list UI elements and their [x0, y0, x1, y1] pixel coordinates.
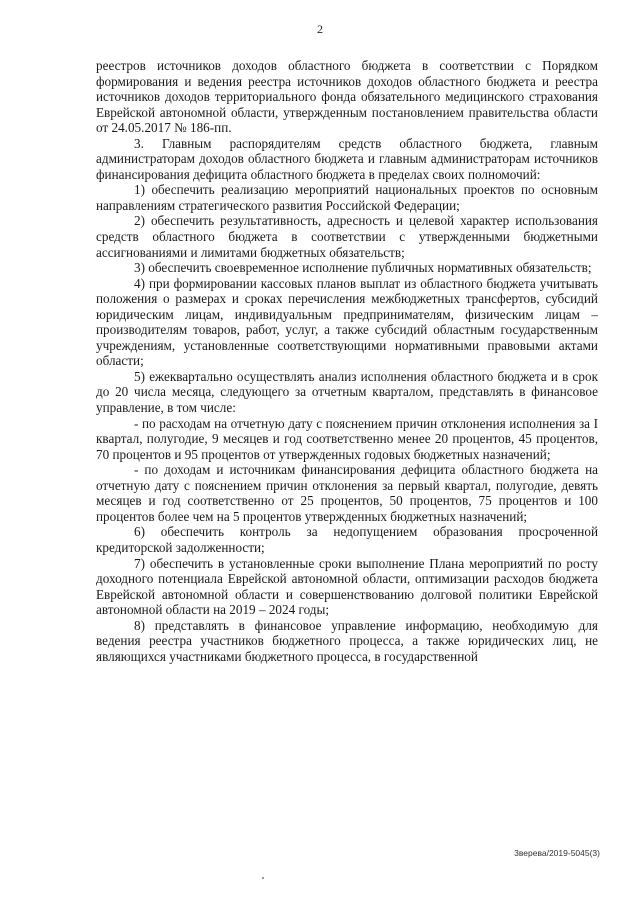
paragraph-subitem-5: 5) ежеквартально осуществлять анализ исполнения областного бюджета и в срок до 20 числа месяца, следующего за отчетным кварталом, представлять в финансовое управление, в том числе: [96, 368, 598, 416]
paragraph-item-3: 3. Главным распорядителям средств областного бюджета, главным администраторам доходов областного бюджета и главным администраторам источников финансирования дефицита областного бюджета в пределах своих полномочий: [96, 135, 598, 182]
document-body [96, 58, 598, 664]
paragraph-dash-revenues: - по доходам и источникам финансирования дефицита областного бюджета на отчетную дату с пояснением причин отклонения за первый квартал, полугодие, девять месяцев и год соответственно от 25 процентов, 50 процентов, 75 процентов и 100 процентов более чем на 5 процентов утвержденных бюджетных назначений; [96, 462, 598, 524]
paragraph-registry-continuation: реестров источников доходов областного бюджета в соответствии с Порядком формирования и ведения реестра источников доходов областного бюджета и реестра источников доходов территориального фонда обязательного медицинского страхования Еврейской автономной области, утвержденным постановлением правительства области от 24.05.2017 № 186-пп. [96, 58, 598, 136]
paragraph-subitem-2: 2) обеспечить результативность, адресность и целевой характер использования средств областного бюджета в соответствии с утвержденными бюджетными ассигнованиями и лимитами бюджетных обязательств; [96, 213, 598, 260]
paragraph-subitem-8: 8) представлять в финансовое управление информацию, необходимую для ведения реестра участников бюджетного процесса, а также юридических лиц, не являющихся участниками бюджетного процесса, в государственной [96, 617, 598, 664]
paragraph-subitem-6: 6) обеспечить контроль за недопущением образования просроченной кредиторской задолженности; [96, 524, 598, 555]
page-number: 2 [317, 22, 323, 36]
paragraph-subitem-1: 1) обеспечить реализацию мероприятий национальных проектов по основным направлениям стратегического развития Российской Федерации; [96, 182, 598, 213]
scan-speck [262, 877, 264, 879]
paragraph-subitem-3: 3) обеспечить своевременное исполнение публичных нормативных обязательств; [134, 260, 592, 276]
paragraph-subitem-7: 7) обеспечить в установленные сроки выполнение Плана мероприятий по росту доходного потенциала Еврейской автономной области, оптимизации расходов бюджета Еврейской автономной области и совершенствованию долговой политики Еврейской автономной области на 2019 – 2024 годы; [96, 555, 598, 618]
paragraph-subitem-4: 4) при формировании кассовых планов выплат из областного бюджета учитывать положения о размерах и сроках перечисления межбюджетных трансфертов, субсидий юридическим лицам, индивидуальным предпринимателям, физическим лицам – производителям товаров, работ, услуг, а также субсидий областным государственным учреждениям, установленные соответствующими нормативными правовыми актами области; [96, 275, 598, 369]
document-code: 3верева/2019-5045(3) [514, 848, 600, 858]
paragraph-dash-expenses: - по расходам на отчетную дату с пояснением причин отклонения исполнения за I квартал, полугодие, 9 месяцев и год соответственно менее 20 процентов, 45 процентов, 70 процентов и 95 процентов от утвержденных годовых бюджетных назначений; [96, 415, 598, 462]
